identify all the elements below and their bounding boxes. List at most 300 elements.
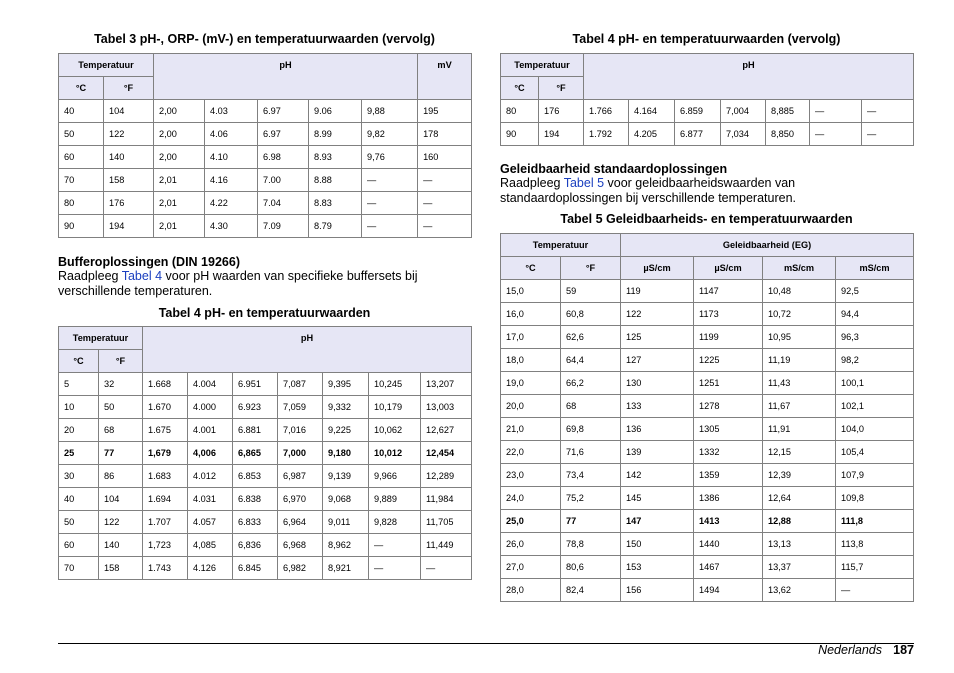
- table-cell: 8,885: [766, 100, 810, 123]
- table-cell: 1.675: [143, 419, 188, 442]
- table-cell: 50: [99, 396, 143, 419]
- table-cell: 7,034: [721, 123, 766, 146]
- table-cell: 158: [99, 557, 143, 580]
- table-row: [59, 192, 472, 215]
- table-cell: 60,8: [561, 303, 621, 326]
- t4-header-celsius: °C: [59, 350, 99, 373]
- table-cell: 50: [59, 123, 104, 146]
- table-cell: 12,64: [763, 487, 836, 510]
- table-row: [59, 442, 472, 465]
- table-cell: 90: [501, 123, 539, 146]
- table-row: [59, 215, 472, 238]
- table-cell: 194: [104, 215, 154, 238]
- table-cell: 156: [621, 579, 694, 602]
- table-row: [501, 418, 914, 441]
- table-cell: 1467: [694, 556, 763, 579]
- table-cell: 195: [418, 100, 472, 123]
- table-cell: 104: [104, 100, 154, 123]
- table-cell: 7.09: [258, 215, 309, 238]
- table-cell: 113,8: [836, 533, 914, 556]
- table-cell: 6.859: [675, 100, 721, 123]
- table-cell: 9,139: [323, 465, 369, 488]
- t4-header-temperature: Temperatuur: [59, 327, 143, 350]
- buffer-link-table4[interactable]: Tabel 4: [121, 269, 163, 283]
- table-cell: 1.707: [143, 511, 188, 534]
- table-cell: 13,003: [421, 396, 472, 419]
- table-cell: 153: [621, 556, 694, 579]
- table-cell: 1.792: [584, 123, 629, 146]
- table-cell: —: [862, 100, 914, 123]
- table-cell: 4.000: [188, 396, 233, 419]
- table-cell: 11,449: [421, 534, 472, 557]
- table-cell: 1.668: [143, 373, 188, 396]
- table-cell: 4.012: [188, 465, 233, 488]
- table-cell: 9,395: [323, 373, 369, 396]
- table-cell: —: [421, 557, 472, 580]
- table-cell: 70: [59, 557, 99, 580]
- table-cell: 130: [621, 372, 694, 395]
- table-cell: —: [369, 557, 421, 580]
- table-cell: 1413: [694, 510, 763, 533]
- table-cell: 4.10: [205, 146, 258, 169]
- table3-caption: Tabel 3 pH-, ORP- (mV-) en temperatuurwaarden (vervolg): [94, 32, 435, 46]
- t4-header-fahrenheit: °F: [99, 350, 143, 373]
- buffer-text-pre: Raadpleeg: [58, 269, 122, 283]
- table-cell: 7,000: [278, 442, 323, 465]
- table-cell: 150: [621, 533, 694, 556]
- table-cell: 68: [561, 395, 621, 418]
- table5: [500, 233, 914, 602]
- table-cell: 5: [59, 373, 99, 396]
- table-cell: 90: [59, 215, 104, 238]
- table-cell: —: [418, 215, 472, 238]
- table-cell: 145: [621, 487, 694, 510]
- table-cell: 142: [621, 464, 694, 487]
- t5-header-ms-cm-1: mS/cm: [763, 257, 836, 280]
- table-cell: 9,225: [323, 419, 369, 442]
- footer-page-number: 187: [893, 643, 914, 657]
- t5-header-ms-cm-2: mS/cm: [836, 257, 914, 280]
- table-cell: 18,0: [501, 349, 561, 372]
- table-cell: —: [362, 215, 418, 238]
- table-row: [501, 487, 914, 510]
- table-cell: 17,0: [501, 326, 561, 349]
- table-cell: 10,012: [369, 442, 421, 465]
- table-cell: 8,921: [323, 557, 369, 580]
- table-cell: 96,3: [836, 326, 914, 349]
- table-cell: 1440: [694, 533, 763, 556]
- table-cell: 2,00: [154, 123, 205, 146]
- table-row: [59, 123, 472, 146]
- table-cell: 77: [561, 510, 621, 533]
- table-cell: 86: [99, 465, 143, 488]
- buffer-text: [58, 269, 458, 299]
- table-cell: 78,8: [561, 533, 621, 556]
- table-cell: 12,627: [421, 419, 472, 442]
- table-cell: 92,5: [836, 280, 914, 303]
- table-cell: 66,2: [561, 372, 621, 395]
- table-cell: 7.04: [258, 192, 309, 215]
- table-cell: 4.22: [205, 192, 258, 215]
- t5-header-us-cm-1: µS/cm: [621, 257, 694, 280]
- table-cell: 8.79: [309, 215, 362, 238]
- table-cell: 1.670: [143, 396, 188, 419]
- table-row: [59, 169, 472, 192]
- table-cell: 140: [104, 146, 154, 169]
- table-cell: 59: [561, 280, 621, 303]
- table-row: [59, 488, 472, 511]
- table-row: [501, 533, 914, 556]
- table-cell: 11,705: [421, 511, 472, 534]
- table-cell: 4.205: [629, 123, 675, 146]
- table-cell: 6.951: [233, 373, 278, 396]
- t3-header-ph: pH: [154, 54, 418, 100]
- table-cell: 25,0: [501, 510, 561, 533]
- table4-continued-caption: Tabel 4 pH- en temperatuurwaarden (vervolg): [572, 32, 841, 46]
- table-cell: 32: [99, 373, 143, 396]
- table-row: [501, 556, 914, 579]
- table-cell: 107,9: [836, 464, 914, 487]
- table-row: [59, 419, 472, 442]
- table-row: [501, 464, 914, 487]
- t4c-header-temperature: Temperatuur: [501, 54, 584, 77]
- table-row: [59, 511, 472, 534]
- table-cell: 70: [59, 169, 104, 192]
- table-cell: 9,180: [323, 442, 369, 465]
- t3-header-fahrenheit: °F: [104, 77, 154, 100]
- table-cell: 1,679: [143, 442, 188, 465]
- table-cell: —: [418, 192, 472, 215]
- table-cell: 6,982: [278, 557, 323, 580]
- table-cell: 109,8: [836, 487, 914, 510]
- table-cell: 82,4: [561, 579, 621, 602]
- table-cell: 27,0: [501, 556, 561, 579]
- table-cell: 8,850: [766, 123, 810, 146]
- t5-header-us-cm-2: µS/cm: [694, 257, 763, 280]
- table-row: [59, 465, 472, 488]
- table-cell: 8.88: [309, 169, 362, 192]
- buffer-heading: Bufferoplossingen (DIN 19266): [58, 255, 240, 269]
- table-row: [59, 534, 472, 557]
- table-cell: 6.97: [258, 123, 309, 146]
- t5-header-temperature: Temperatuur: [501, 234, 621, 257]
- t4c-header-fahrenheit: °F: [539, 77, 584, 100]
- table-cell: 4.30: [205, 215, 258, 238]
- table-row: [501, 100, 914, 123]
- conductivity-text-post: voor geleidbaarheidswaarden van standaardoplossingen bij verschillende temperaturen.: [500, 176, 797, 205]
- table-cell: 62,6: [561, 326, 621, 349]
- table-cell: 9,76: [362, 146, 418, 169]
- table-cell: 9,011: [323, 511, 369, 534]
- table-cell: 1305: [694, 418, 763, 441]
- table-cell: 6.853: [233, 465, 278, 488]
- table-cell: 4.057: [188, 511, 233, 534]
- table-cell: 9,966: [369, 465, 421, 488]
- table-row: [501, 395, 914, 418]
- table-cell: 9.06: [309, 100, 362, 123]
- table-cell: —: [810, 123, 862, 146]
- table-cell: 12,289: [421, 465, 472, 488]
- t3-header-temperature: Temperatuur: [59, 54, 154, 77]
- table-cell: 6,968: [278, 534, 323, 557]
- t5-header-celsius: °C: [501, 257, 561, 280]
- table-cell: 122: [621, 303, 694, 326]
- table-cell: 122: [104, 123, 154, 146]
- table-cell: 8.99: [309, 123, 362, 146]
- conductivity-link-table5[interactable]: Tabel 5: [563, 176, 605, 190]
- table-cell: 20: [59, 419, 99, 442]
- table-cell: 125: [621, 326, 694, 349]
- table-cell: 69,8: [561, 418, 621, 441]
- table-row: [501, 123, 914, 146]
- table-cell: 12,454: [421, 442, 472, 465]
- table-cell: 194: [539, 123, 584, 146]
- t5-header-fahrenheit: °F: [561, 257, 621, 280]
- table-cell: 4.031: [188, 488, 233, 511]
- table-cell: 13,62: [763, 579, 836, 602]
- table-row: [501, 303, 914, 326]
- table-cell: 10,48: [763, 280, 836, 303]
- table-cell: 12,39: [763, 464, 836, 487]
- table-cell: 1,723: [143, 534, 188, 557]
- table-row: [59, 557, 472, 580]
- t5-header-conductivity: Geleidbaarheid (EG): [621, 234, 914, 257]
- table-cell: 104: [99, 488, 143, 511]
- table-row: [501, 441, 914, 464]
- table-cell: 7,016: [278, 419, 323, 442]
- table-cell: 6,964: [278, 511, 323, 534]
- table-cell: 75,2: [561, 487, 621, 510]
- table-cell: 9,82: [362, 123, 418, 146]
- table-cell: 40: [59, 100, 104, 123]
- table-cell: 6.98: [258, 146, 309, 169]
- table-cell: 73,4: [561, 464, 621, 487]
- table-cell: 6.845: [233, 557, 278, 580]
- table-cell: 2,00: [154, 100, 205, 123]
- table-cell: 24,0: [501, 487, 561, 510]
- table-cell: 64,4: [561, 349, 621, 372]
- table-row: [59, 146, 472, 169]
- table-cell: 4,085: [188, 534, 233, 557]
- table-cell: 104,0: [836, 418, 914, 441]
- table-cell: 4.004: [188, 373, 233, 396]
- table-cell: 10,72: [763, 303, 836, 326]
- table-cell: 15,0: [501, 280, 561, 303]
- table-cell: 6.923: [233, 396, 278, 419]
- table-row: [501, 280, 914, 303]
- table-cell: —: [836, 579, 914, 602]
- table-cell: 1225: [694, 349, 763, 372]
- footer-language: Nederlands: [818, 643, 882, 657]
- conductivity-text: [500, 176, 880, 206]
- table-cell: 6,987: [278, 465, 323, 488]
- table-cell: 6.881: [233, 419, 278, 442]
- table-cell: 9,332: [323, 396, 369, 419]
- table-cell: 60: [59, 146, 104, 169]
- table-cell: 6,970: [278, 488, 323, 511]
- table-cell: 176: [539, 100, 584, 123]
- conductivity-text-pre: Raadpleeg: [500, 176, 564, 190]
- table-cell: 68: [99, 419, 143, 442]
- table4: [58, 326, 472, 580]
- table-cell: 1.683: [143, 465, 188, 488]
- table-cell: 11,43: [763, 372, 836, 395]
- table-cell: 140: [99, 534, 143, 557]
- table-cell: 9,068: [323, 488, 369, 511]
- table-cell: 23,0: [501, 464, 561, 487]
- table-cell: 13,207: [421, 373, 472, 396]
- table-cell: —: [362, 169, 418, 192]
- table-cell: 4,006: [188, 442, 233, 465]
- table-row: [59, 396, 472, 419]
- table-cell: 2,01: [154, 215, 205, 238]
- table-cell: 98,2: [836, 349, 914, 372]
- table-cell: 19,0: [501, 372, 561, 395]
- table-cell: 115,7: [836, 556, 914, 579]
- table-cell: 1251: [694, 372, 763, 395]
- table-cell: 9,88: [362, 100, 418, 123]
- table-row: [501, 372, 914, 395]
- table-cell: 7,004: [721, 100, 766, 123]
- table-cell: 1.766: [584, 100, 629, 123]
- table-cell: —: [362, 192, 418, 215]
- table4-caption: Tabel 4 pH- en temperatuurwaarden: [158, 306, 371, 320]
- table-cell: 6.833: [233, 511, 278, 534]
- table-cell: 2,00: [154, 146, 205, 169]
- table-cell: 2,01: [154, 192, 205, 215]
- table-cell: 1199: [694, 326, 763, 349]
- table-cell: 6,865: [233, 442, 278, 465]
- table-row: [59, 100, 472, 123]
- table-cell: 26,0: [501, 533, 561, 556]
- table-cell: 1386: [694, 487, 763, 510]
- table-cell: 12,88: [763, 510, 836, 533]
- table-cell: 7,087: [278, 373, 323, 396]
- table-cell: 80,6: [561, 556, 621, 579]
- table-cell: 4.126: [188, 557, 233, 580]
- table-cell: 12,15: [763, 441, 836, 464]
- table-cell: 80: [501, 100, 539, 123]
- table-cell: 158: [104, 169, 154, 192]
- t3-header-mv: mV: [418, 54, 472, 100]
- conductivity-heading: Geleidbaarheid standaardoplossingen: [500, 162, 728, 176]
- table-cell: 105,4: [836, 441, 914, 464]
- table-cell: 16,0: [501, 303, 561, 326]
- table-row: [501, 349, 914, 372]
- table-cell: —: [418, 169, 472, 192]
- table-cell: 22,0: [501, 441, 561, 464]
- table-row: [501, 326, 914, 349]
- table-cell: 10,95: [763, 326, 836, 349]
- table-row: [59, 373, 472, 396]
- table-cell: —: [862, 123, 914, 146]
- table-cell: 1147: [694, 280, 763, 303]
- table-cell: 102,1: [836, 395, 914, 418]
- table-cell: 13,13: [763, 533, 836, 556]
- table-cell: 9,828: [369, 511, 421, 534]
- table-cell: 1332: [694, 441, 763, 464]
- table-cell: 21,0: [501, 418, 561, 441]
- table-cell: 2,01: [154, 169, 205, 192]
- table-cell: 139: [621, 441, 694, 464]
- table-cell: 8,962: [323, 534, 369, 557]
- t4c-header-ph: pH: [584, 54, 914, 100]
- table-cell: 111,8: [836, 510, 914, 533]
- table-cell: 4.164: [629, 100, 675, 123]
- table-cell: 11,67: [763, 395, 836, 418]
- table-cell: 28,0: [501, 579, 561, 602]
- table3: [58, 53, 472, 238]
- table-cell: 20,0: [501, 395, 561, 418]
- table-cell: —: [369, 534, 421, 557]
- table-cell: 122: [99, 511, 143, 534]
- table-cell: 11,91: [763, 418, 836, 441]
- table-cell: 100,1: [836, 372, 914, 395]
- table-cell: 80: [59, 192, 104, 215]
- table-cell: 11,19: [763, 349, 836, 372]
- table-cell: 77: [99, 442, 143, 465]
- table-cell: 133: [621, 395, 694, 418]
- table-cell: 60: [59, 534, 99, 557]
- table-cell: 94,4: [836, 303, 914, 326]
- table-cell: 119: [621, 280, 694, 303]
- table-cell: 11,984: [421, 488, 472, 511]
- table-cell: 1278: [694, 395, 763, 418]
- table-cell: 25: [59, 442, 99, 465]
- table-cell: 10,062: [369, 419, 421, 442]
- table-cell: 10,179: [369, 396, 421, 419]
- table-cell: 4.16: [205, 169, 258, 192]
- table-cell: 6.97: [258, 100, 309, 123]
- table-cell: 4.03: [205, 100, 258, 123]
- table-cell: 4.06: [205, 123, 258, 146]
- table-cell: 71,6: [561, 441, 621, 464]
- table-cell: —: [810, 100, 862, 123]
- table-cell: 136: [621, 418, 694, 441]
- table-cell: 127: [621, 349, 694, 372]
- table-row: [501, 579, 914, 602]
- table-cell: 13,37: [763, 556, 836, 579]
- table-row: [501, 510, 914, 533]
- table-cell: 7,059: [278, 396, 323, 419]
- buffer-text-post: voor pH waarden van specifieke buffersets bij verschillende temperaturen.: [58, 269, 418, 298]
- table-cell: 1173: [694, 303, 763, 326]
- table4-continued: [500, 53, 914, 146]
- table-cell: 4.001: [188, 419, 233, 442]
- table-cell: 1.694: [143, 488, 188, 511]
- table-cell: 6.838: [233, 488, 278, 511]
- table-cell: 178: [418, 123, 472, 146]
- table5-caption: Tabel 5 Geleidbaarheids- en temperatuurwaarden: [560, 212, 853, 226]
- t4-header-ph: pH: [143, 327, 472, 373]
- table-cell: 1359: [694, 464, 763, 487]
- table-cell: 50: [59, 511, 99, 534]
- table-cell: 6,836: [233, 534, 278, 557]
- table-cell: 1494: [694, 579, 763, 602]
- table-cell: 8.93: [309, 146, 362, 169]
- table-cell: 6.877: [675, 123, 721, 146]
- table-cell: 30: [59, 465, 99, 488]
- table-cell: 176: [104, 192, 154, 215]
- table-cell: 40: [59, 488, 99, 511]
- table-cell: 10,245: [369, 373, 421, 396]
- table-cell: 1.743: [143, 557, 188, 580]
- table-cell: 8.83: [309, 192, 362, 215]
- table-cell: 7.00: [258, 169, 309, 192]
- t3-header-celsius: °C: [59, 77, 104, 100]
- table-cell: 10: [59, 396, 99, 419]
- table-cell: 160: [418, 146, 472, 169]
